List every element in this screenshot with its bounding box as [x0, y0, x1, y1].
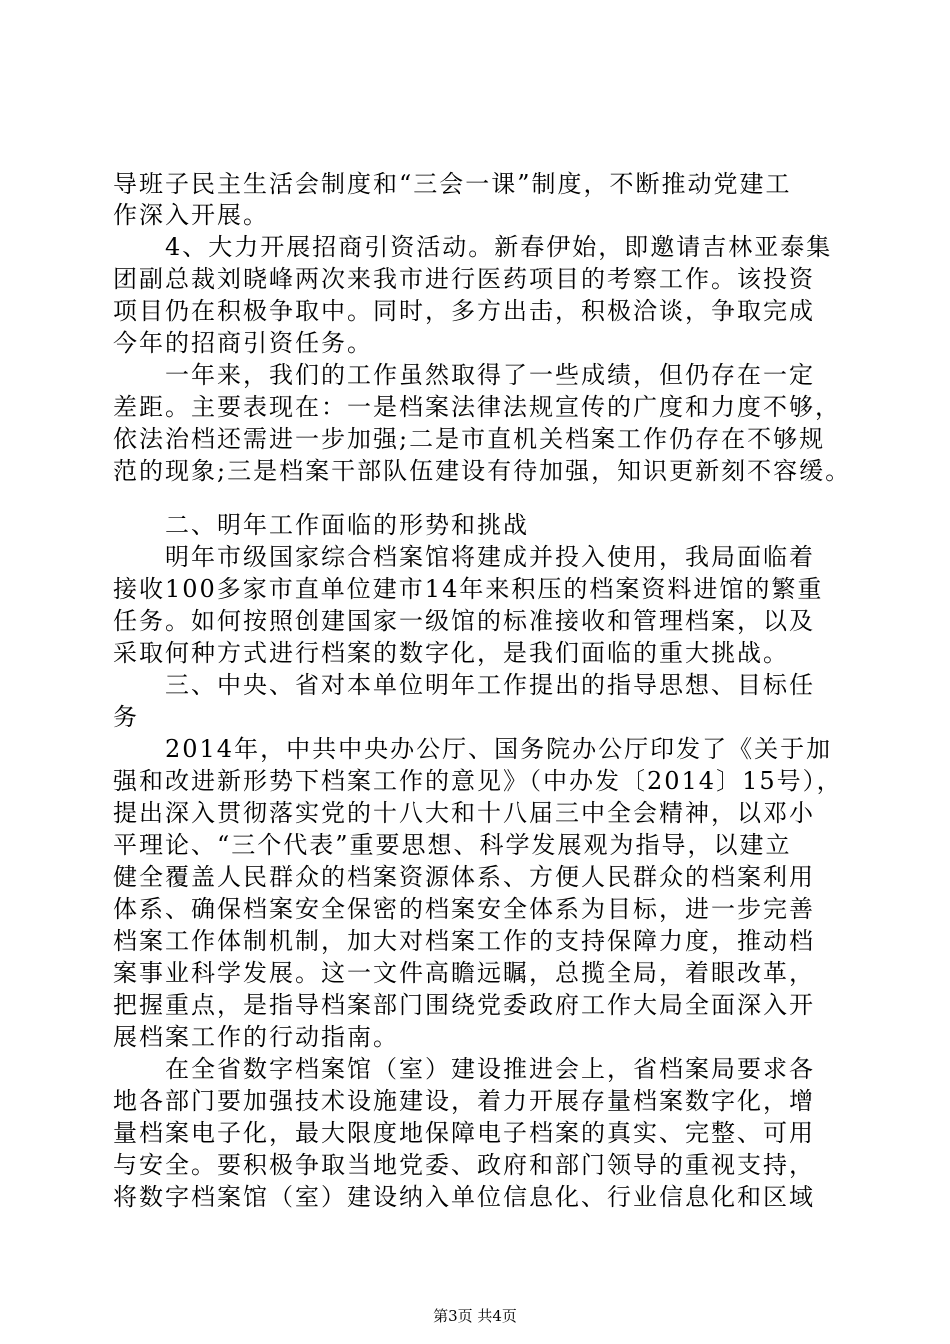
body-text-line: 档案工作体制机制，加大对档案工作的支持保障力度，推动档 — [113, 927, 815, 955]
body-text-line: 团副总裁刘晓峰两次来我市进行医药项目的考察工作。该投资 — [113, 265, 815, 293]
body-text-line: 平理论、“三个代表”重要思想、科学发展观为指导，以建立 — [113, 831, 792, 859]
body-text-line: 接收100多家市直单位建市14年来积压的档案资料进馆的繁重 — [113, 575, 824, 603]
body-text-line: 今年的招商引资任务。 — [113, 329, 373, 357]
body-text-line: 把握重点，是指导档案部门围绕党委政府工作大局全面深入开 — [113, 991, 815, 1019]
body-text-line: 采取何种方式进行档案的数字化，是我们面临的重大挑战。 — [113, 639, 789, 667]
body-text-line: 明年市级国家综合档案馆将建成并投入使用，我局面临着 — [113, 543, 815, 571]
body-text-line: 作深入开展。 — [113, 201, 269, 229]
body-text-line: 展档案工作的行动指南。 — [113, 1023, 399, 1051]
body-text-line: 在全省数字档案馆（室）建设推进会上，省档案局要求各 — [113, 1055, 815, 1083]
body-text-line: 导班子民主生活会制度和“三会一课”制度，不断推动党建工 — [113, 170, 792, 198]
body-text-line: 健全覆盖人民群众的档案资源体系、方便人民群众的档案利用 — [113, 863, 815, 891]
body-text-line: 地各部门要加强技术设施建设，着力开展存量档案数字化，增 — [113, 1087, 815, 1115]
body-text-line: 体系、确保档案安全保密的档案安全体系为目标，进一步完善 — [113, 895, 815, 923]
body-text-line: 任务。如何按照创建国家一级馆的标准接收和管理档案，以及 — [113, 607, 815, 635]
body-text-line: 量档案电子化，最大限度地保障电子档案的真实、完整、可用 — [113, 1119, 815, 1147]
body-text-line: 案事业科学发展。这一文件高瞻远瞩，总揽全局，着眼改革， — [113, 959, 815, 987]
section-heading: 务 — [113, 703, 139, 731]
body-text-line: 一年来，我们的工作虽然取得了一些成绩，但仍存在一定 — [113, 361, 815, 389]
body-text-line: 范的现象;三是档案干部队伍建设有待加强，知识更新刻不容缓。 — [113, 457, 852, 485]
body-text-line: 项目仍在积极争取中。同时，多方出击，积极洽谈，争取完成 — [113, 297, 815, 325]
body-text-line: 提出深入贯彻落实党的十八大和十八届三中全会精神，以邓小 — [113, 799, 815, 827]
page-number-footer: 第3页 共4页 — [433, 1307, 517, 1325]
body-text-line: 4、大力开展招商引资活动。新春伊始，即邀请吉林亚泰集 — [113, 233, 833, 261]
body-text-line: 差距。主要表现在：一是档案法律法规宣传的广度和力度不够， — [113, 393, 841, 421]
body-text-line: 2014年，中共中央办公厅、国务院办公厅印发了《关于加 — [113, 735, 833, 763]
body-text-line: 将数字档案馆（室）建设纳入单位信息化、行业信息化和区域 — [113, 1183, 815, 1211]
body-text-line: 依法治档还需进一步加强;二是市直机关档案工作仍存在不够规 — [113, 425, 826, 453]
section-heading: 三、中央、省对本单位明年工作提出的指导思想、目标任 — [113, 671, 815, 699]
body-text-line: 与安全。要积极争取当地党委、政府和部门领导的重视支持， — [113, 1151, 815, 1179]
body-text-line: 强和改进新形势下档案工作的意见》（中办发〔2014〕15号）， — [113, 767, 843, 795]
section-heading: 二、明年工作面临的形势和挑战 — [113, 511, 529, 539]
